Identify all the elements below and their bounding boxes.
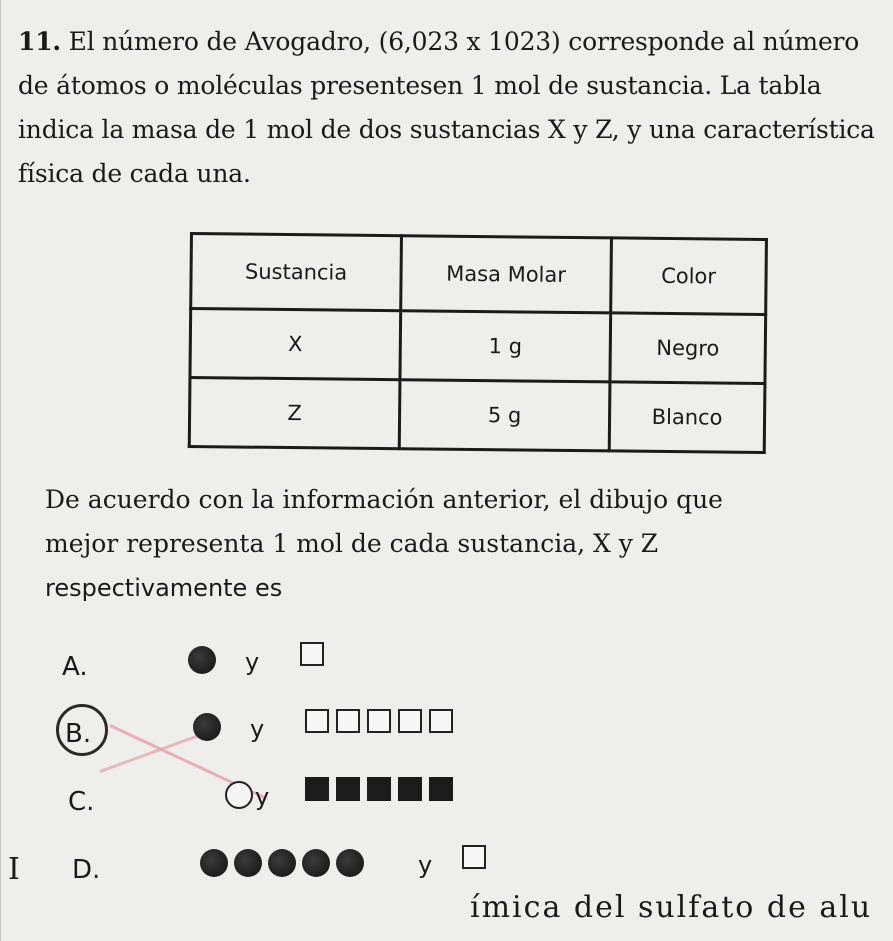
particle-square-icon: [305, 709, 329, 733]
particle-square-icon: [336, 709, 360, 733]
table-cell: Negro: [610, 313, 766, 384]
table-row: [189, 378, 765, 453]
particle-square-icon: [462, 845, 486, 869]
option-label[interactable]: C.: [68, 787, 95, 817]
particle-square-icon: [305, 777, 329, 801]
table-cell: Blanco: [609, 382, 765, 453]
table-header-cell: Color: [611, 238, 767, 315]
prompt-line: De acuerdo con la información anterior, el dibujo que: [45, 485, 723, 514]
particle-ball-icon: [234, 849, 262, 877]
question-text: [18, 20, 878, 196]
option-separator: y: [250, 715, 265, 743]
option-label[interactable]: A.: [62, 652, 88, 682]
particle-ball-icon: [225, 781, 253, 809]
particle-ball-icon: [188, 646, 216, 674]
prompt-text: [45, 478, 875, 610]
table-header-row: [191, 234, 767, 315]
page-margin-line: [0, 0, 1, 941]
table-cell: 5 g: [399, 380, 610, 451]
particle-ball-icon: [302, 849, 330, 877]
table-row: [190, 309, 766, 384]
particle-square-icon: [398, 709, 422, 733]
particle-ball-icon: [193, 713, 221, 741]
cut-off-text: ímica del sulfato de alu: [470, 890, 873, 925]
particle-ball-icon: [336, 849, 364, 877]
particle-square-icon: [367, 777, 391, 801]
option-label[interactable]: D.: [72, 855, 101, 885]
option-separator: y: [245, 648, 260, 676]
option-label[interactable]: B.: [65, 719, 92, 749]
particle-square-icon: [336, 777, 360, 801]
table-header-cell: Masa Molar: [401, 236, 612, 313]
table-cell: X: [190, 309, 401, 380]
particle-square-icon: [398, 777, 422, 801]
particle-square-icon: [429, 777, 453, 801]
option-separator: y: [418, 851, 433, 879]
option-separator: y: [255, 783, 270, 811]
particle-ball-icon: [268, 849, 296, 877]
prompt-line: respectivamente es: [45, 574, 283, 602]
question-number: 11.: [18, 27, 61, 56]
table-cell: 1 g: [400, 311, 611, 382]
margin-mark: I: [8, 852, 20, 887]
properties-table: [188, 232, 768, 454]
question-body: El número de Avogadro, (6,023 x 1023) corresponde al número de átomos o moléculas presentesen 1 mol de sustancia. La tabla indica la masa de 1 mol de dos sustancias X y Z, y una característica física de cada una.: [18, 27, 875, 188]
particle-ball-icon: [200, 849, 228, 877]
table-header-cell: Sustancia: [191, 234, 402, 311]
particle-square-icon: [429, 709, 453, 733]
particle-square-icon: [300, 642, 324, 666]
table-cell: Z: [189, 378, 400, 449]
particle-square-icon: [367, 709, 391, 733]
prompt-line: mejor representa 1 mol de cada sustancia, X y Z: [45, 529, 659, 558]
